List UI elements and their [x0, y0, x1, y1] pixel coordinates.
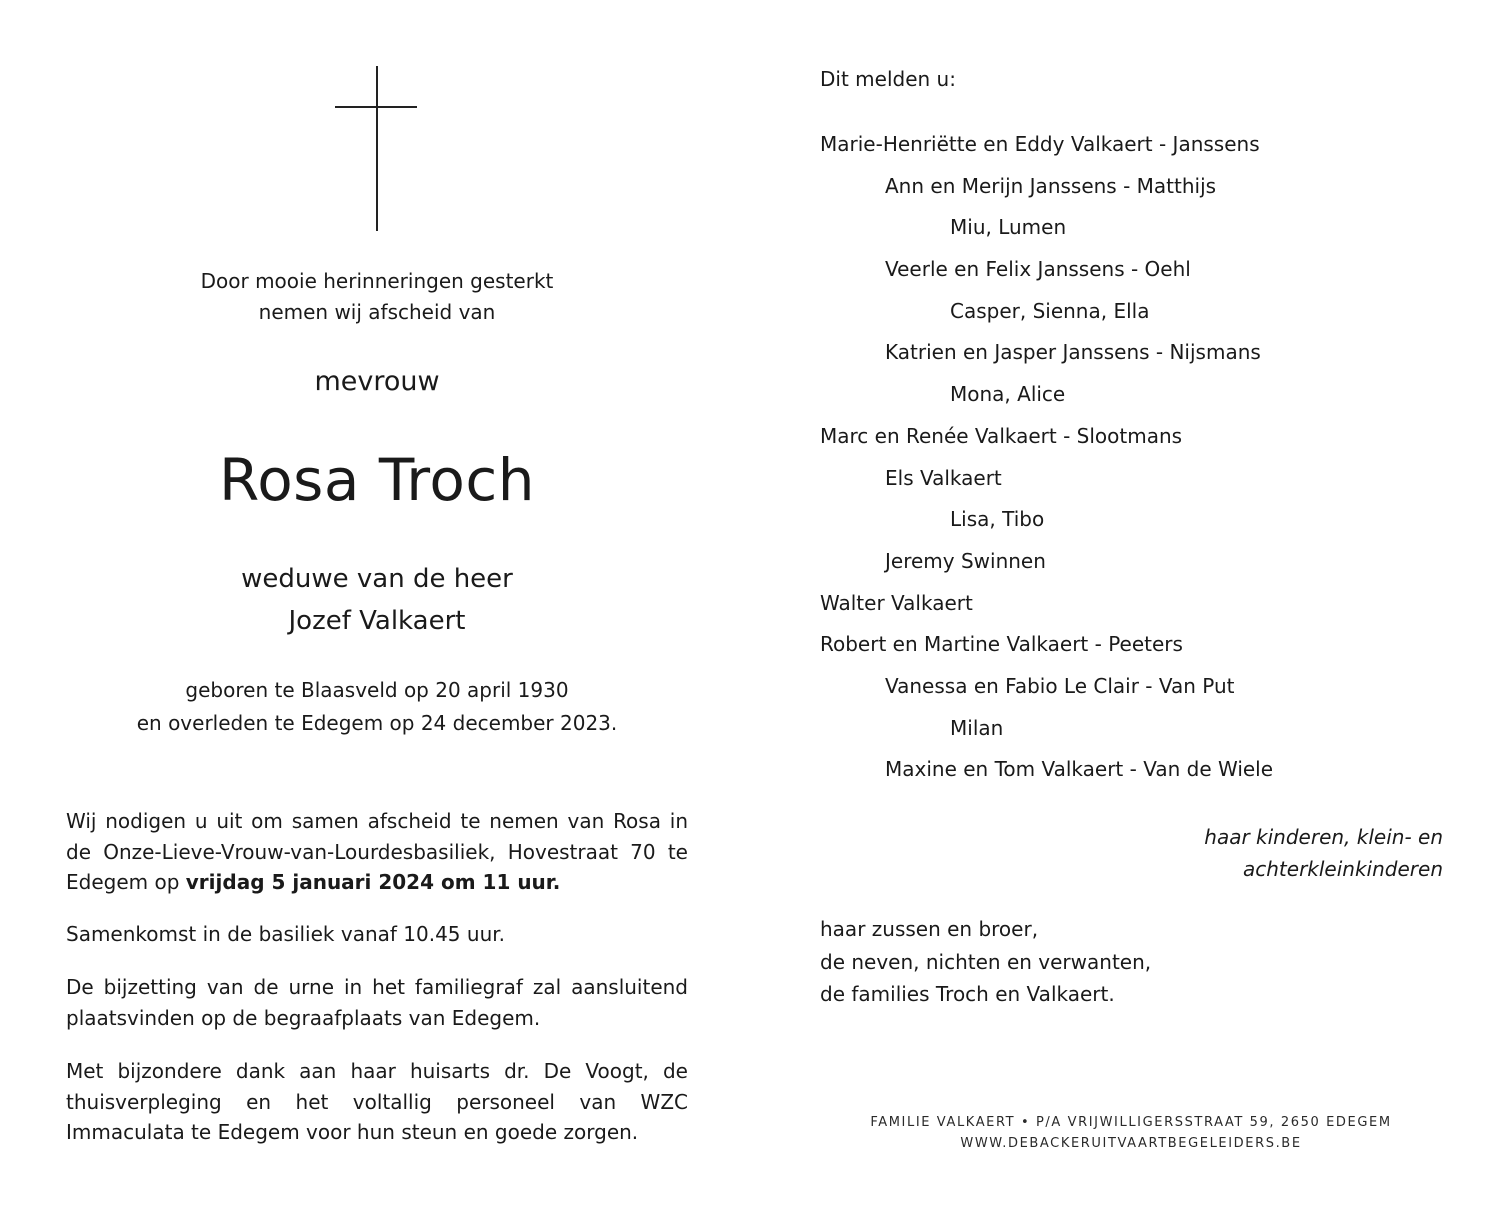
- announcers-heading: Dit melden u:: [820, 67, 956, 91]
- family-member: Ann en Merijn Janssens - Matthijs: [885, 173, 1217, 198]
- footer-address: FAMILIE VALKAERT • P/A VRIJWILLIGERSSTRAAT 59, 2650 EDEGEM: [870, 1115, 1392, 1130]
- family-member: Vanessa en Fabio Le Clair - Van Put: [885, 673, 1235, 698]
- family-member: Robert en Martine Valkaert - Peeters: [820, 632, 1183, 657]
- footer: [820, 1112, 1442, 1154]
- relatives: [820, 913, 1151, 1011]
- cross-icon: [335, 66, 417, 231]
- birth-line: geboren te Blaasveld op 20 april 1930: [185, 678, 569, 702]
- spouse-name: Jozef Valkaert: [288, 606, 466, 636]
- widow-of: [177, 558, 577, 642]
- announcers-section: [820, 64, 1460, 796]
- intro-text: [177, 266, 577, 328]
- relatives-line-2: de neven, nichten en verwanten,: [820, 949, 1152, 974]
- salutation: mevrouw: [314, 366, 440, 397]
- family-member: Maxine en Tom Valkaert - Van de Wiele: [885, 757, 1274, 782]
- relatives-line-1: haar zussen en broer,: [820, 917, 1039, 941]
- death-line: en overleden te Edegem op 24 december 2023.: [136, 711, 618, 735]
- family-list: [820, 129, 1460, 796]
- family-member: Marie-Henriëtte en Eddy Valkaert - Janssens: [820, 132, 1260, 156]
- signoff: [1204, 821, 1443, 885]
- invitation-text: Wij nodigen u uit om samen afscheid te nemen van Rosa in de Onze-Lieve-Vrouw-van-Lourdesbasiliek, Hovestraat 70 te Edegem op: [66, 809, 688, 894]
- footer-website: WWW.DEBACKERUITVAARTBEGELEIDERS.BE: [960, 1136, 1302, 1151]
- family-member: Marc en Renée Valkaert - Slootmans: [820, 423, 1183, 448]
- family-member: Casper, Sienna, Ella: [950, 298, 1150, 323]
- intro-line-2: nemen wij afscheid van: [258, 300, 496, 324]
- family-member: Katrien en Jasper Janssens - Nijsmans: [885, 340, 1261, 365]
- life-dates: [77, 674, 677, 740]
- family-member: Veerle en Felix Janssens - Oehl: [885, 257, 1191, 282]
- family-member: Els Valkaert: [885, 465, 1002, 490]
- family-member: Miu, Lumen: [950, 215, 1067, 240]
- signoff-line-2: achterkleinkinderen: [1243, 857, 1443, 881]
- gathering-info: Samenkomst in de basiliek vanaf 10.45 uur.: [66, 922, 505, 946]
- family-member: Lisa, Tibo: [950, 507, 1045, 532]
- family-member: Jeremy Swinnen: [885, 548, 1046, 573]
- ceremony-date: vrijdag 5 januari 2024 om 11 uur.: [185, 870, 561, 894]
- widow-line: weduwe van de heer: [241, 564, 513, 594]
- relatives-line-3: de families Troch en Valkaert.: [820, 982, 1115, 1006]
- ceremony-invitation: [66, 806, 688, 898]
- deceased-name: Rosa Troch: [219, 446, 535, 514]
- family-member: Walter Valkaert: [820, 590, 973, 615]
- intro-line-1: Door mooie herinneringen gesterkt: [200, 269, 554, 293]
- thanks-text: Met bijzondere dank aan haar huisarts dr. De Voogt, de thuisverpleging en het voltallig personeel van WZC Immaculata te Edegem voor hun steun en goede zorgen.: [66, 1059, 688, 1144]
- signoff-line-1: haar kinderen, klein- en: [1204, 825, 1443, 849]
- family-member: Milan: [950, 715, 1004, 740]
- urn-burial-info: De bijzetting van de urne in het familiegraf zal aansluitend plaatsvinden op de begraafplaats van Edegem.: [66, 975, 688, 1030]
- family-member: Mona, Alice: [950, 382, 1066, 407]
